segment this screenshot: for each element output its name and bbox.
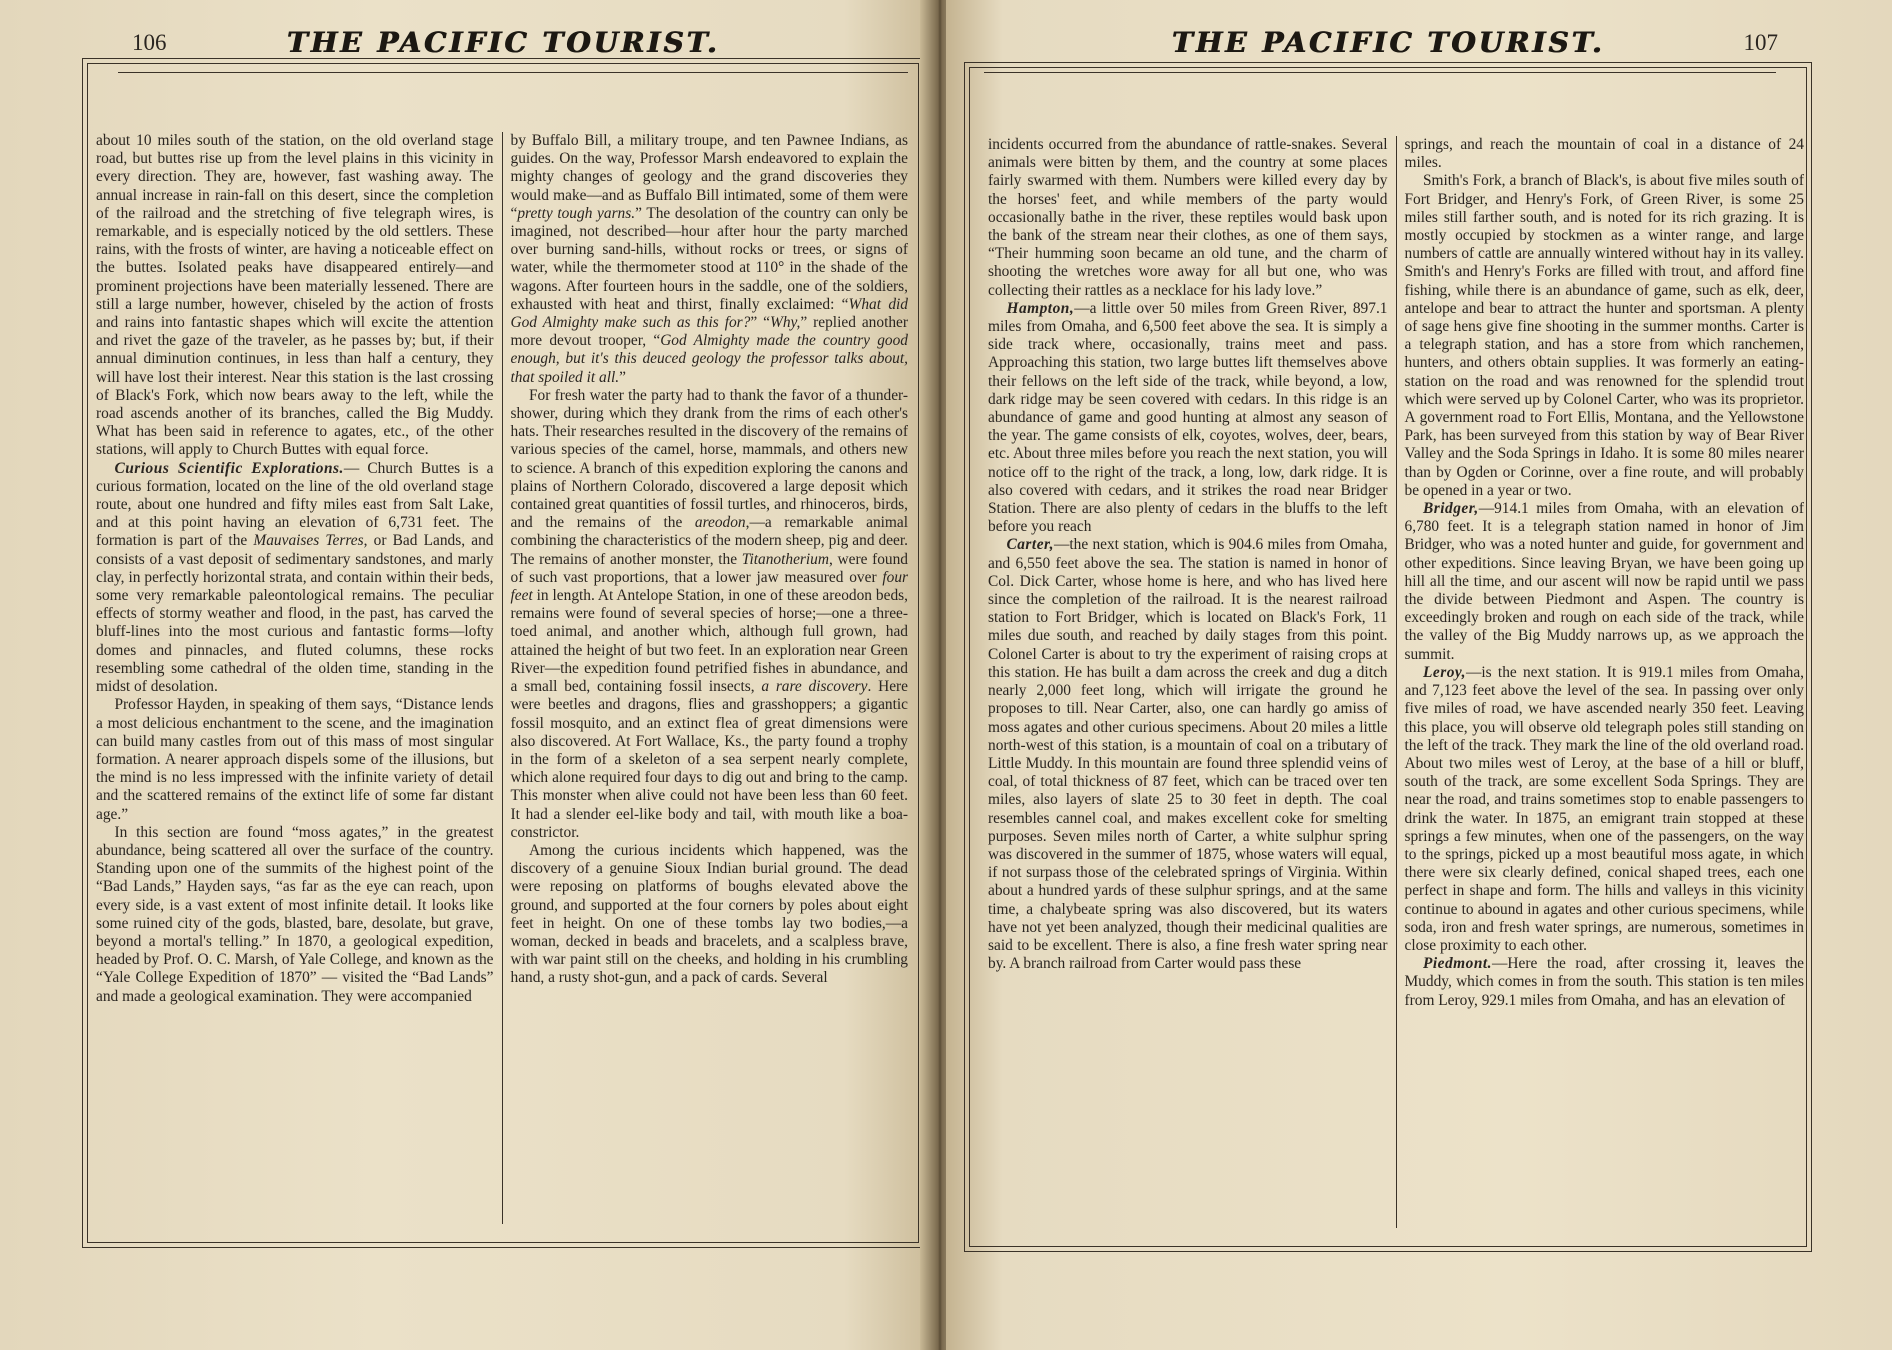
- text-column-left: [980, 136, 1396, 1228]
- paragraph: For fresh water the party had to thank the favor of a thunder-shower, during which they drank from the rims of each other's hats. Their researches resulted in the discovery of the remains of various species of the camel, horse, mammals, and others new to science. A branch of this expedition exploring the canons and plains of Northern Colorado, discovered a large deposit which contained great quantities of fossil turtles, and rhinoceros, birds, and the remains of the areodon,—a remarkable animal combining the characteristics of the modern sheep, pig and deer. The remains of another monster, the Titanotherium, were found of such vast proportions, that a lower jaw measured over four feet in length. At Antelope Station, in one of these areodon beds, remains were found of several species of horse;—one a three-toed animal, and another which, although full grown, had attained the height of but two feet. In an exploration near Green River—the expedition found petrified fishes in abundance, and a small bed, containing fossil insects, a rare discovery. Here were beetles and dragons, flies and grasshoppers; a gigantic fossil mosquito, and an extinct flea of great dimensions were also discovered. At Fort Wallace, Ks., the party found a trophy in the form of a skeleton of a sea serpent nearly complete, which alone required four days to dig out and bring to the camp. This monster when alive could not have been less than 60 feet. It had a slender eel-like body and tail, with mouth like a boa-constrictor.: [510, 386, 908, 841]
- page-header: [964, 8, 1812, 66]
- left-page: [0, 0, 938, 1350]
- station-heading: Bridger,: [1422, 500, 1479, 518]
- paragraph: In this section are found “moss agates,” in the greatest abundance, being scattered all over the surface of the country. Standing upon one of the summits of the highest point of the “Bad Lands,” Hayden says, “as far as the eye can reach, upon every side, is a vast extent of most infinite detail. It looks like some ruined city of the gods, blasted, bare, desolate, but grave, beyond a mortal's telling.” In 1870, a geological expedition, headed by Prof. O. C. Marsh, of Yale College, and known as the “Yale College Expedition of 1870” — visited the “Bad Lands” and made a geological examination. They were accompanied: [96, 823, 494, 1005]
- header-rule: [118, 72, 908, 73]
- paragraph: Bridger,—914.1 miles from Omaha, with an elevation of 6,780 feet. It is a telegraph station named in honor of Jim Bridger, who was a noted hunter and guide, for government and other expeditions. Since leaving Bryan, we have been going up hill all the time, and our ascent will now be rapid until we pass the divide between Piedmont and Aspen. The country is exceedingly broken and rough on each side of the track, while the valley of the Big Muddy narrows up, as we approach the summit.: [1404, 500, 1804, 663]
- text-columns: [980, 136, 1812, 1228]
- text-column-right: [1396, 136, 1813, 1228]
- paragraph: by Buffalo Bill, a military troupe, and ten Pawnee Indians, as guides. On the way, Professor Marsh endeavored to explain the mighty changes of geology and the grand discoveries they would make—and as Buffalo Bill intimated, some of them were “pretty tough yarns.” The desolation of the country can only be imagined, not described—hour after hour the party marched over burning sand-hills, without rocks or trees, or signs of water, while the thermometer stood at 110° in the shade of the wagons. After fourteen hours in the saddle, one of the soldiers, exhausted with heat and thirst, finally exclaimed: “What did God Almighty make such as this for?” “Why,” replied another more devout trooper, “God Almighty made the country good enough, but it's this deuced geology the professor talks about, that spoiled it all.”: [510, 132, 909, 386]
- section-heading: Curious Scientific Explorations.: [114, 459, 344, 477]
- page-number: 107: [1743, 30, 1778, 55]
- station-heading: Carter,: [1006, 536, 1055, 554]
- paragraph: Carter,—the next station, which is 904.6 miles from Omaha, and 6,550 feet above the sea. The station is named in honor of Col. Dick Carter, whose home is here, and who has lived here since the completion of the railroad. It is the nearest railroad station to Fort Bridger, which is located on Black's Fork, 11 miles due south, and reached by daily stages from this point. Colonel Carter is about to try the experiment of raising crops at this station. He has built a dam across the creek and dug a ditch nearly 2,000 feet long, which will irrigate the ground he proposes to till. Near Carter, also, one can hardly go amiss of moss agates and other curious specimens. About 20 miles a little north-west of this station, is a mountain of coal on a tributary of Little Muddy. In this mountain are found three splendid veins of coal, of total thickness of 87 feet, which can be traced over ten miles, also layers of slate 25 to 30 feet in depth. The coal resembles cannel coal, and makes excellent coke for smelting purposes. Seven miles north of Carter, a white sulphur spring was discovered in the summer of 1875, whose waters will equal, if not surpass those of the celebrated springs of Virginia. Within about a hundred yards of these sulphur springs, and at the same time, a chalybeate spring was also discovered, but its waters have not yet been analyzed, though their medicinal qualities are said to be excellent. There is also, a fine fresh water spring near by. A branch railroad from Carter would pass these: [988, 536, 1388, 973]
- page-header: [82, 8, 924, 66]
- paragraph: about 10 miles south of the station, on the old overland stage road, but buttes rise up from the level plains in this vicinity in every direction. They are, however, fast washing away. The annual increase in rain-fall on this desert, since the completion of the railroad and the stretching of five telegraph wires, is remarkable, and is especially noticed by the old settlers. These rains, with the frosts of winter, are having a noticeable effect on the buttes. Isolated peaks have disappeared entirely—and prominent projections have been materially lessened. There are still a large number, however, chiseled by the action of frosts and rains into fantastic shapes which will excite the attention and rivet the gaze of the traveler, as he passes by; but, if their annual diminution continues, in less than half a century, they will have lost their interest. Near this station is the last crossing of Black's Fork, which now bears away to the left, while the road ascends another of its branches, called the Big Muddy. What has been said in reference to agates, etc., of the other stations, will apply to Church Buttes with equal force.: [96, 132, 494, 459]
- station-heading: Hampton,: [1006, 299, 1075, 317]
- page-number: 106: [132, 30, 167, 55]
- station-heading: Piedmont.: [1422, 955, 1493, 973]
- station-heading: Leroy,: [1422, 663, 1466, 681]
- paragraph: Professor Hayden, in speaking of them says, “Distance lends a most delicious enchantment to the scene, and the imagination can build many castles from out of this mass of most singular formation. A nearer approach dispels some of the illusions, but the mind is no less impressed with the infinite variety of detail and the scattered remains of the extinct life of some far distant age.”: [96, 696, 494, 823]
- paragraph: Among the curious incidents which happened, was the discovery of a genuine Sioux Indian burial ground. The dead were reposing on platforms of boughs elevated above the ground, and supported at the four corners by poles about eight feet in height. On one of these tombs lay two bodies,—a woman, decked in beads and bracelets, and a scalpless brave, with war paint still on the cheeks, and holding in his crumbling hand, a rusty shot-gun, and a pack of cards. Several: [510, 841, 908, 987]
- paragraph: Leroy,—is the next station. It is 919.1 miles from Omaha, and 7,123 feet above the level of the sea. In passing over only five miles of road, we have ascended nearly 350 feet. Leaving this place, you will observe old telegraph poles still standing on the left of the track. They mark the line of the old overland road. About two miles west of Leroy, at the base of a hill or bluff, south of the track, are some excellent Soda Springs. They are near the road, and trains sometimes stop to enable passengers to drink the water. In 1875, an emigrant train stopped at these springs a few minutes, when one of the passengers, on the way to the springs, picked up a most beautiful moss agate, in which there were six clearly defined, conical shaped trees, each one perfect in shape and form. The hills and valleys in this vicinity continue to abound in agates and other curious specimens, while soda, iron and fresh water springs, are numerous, sometimes in close proximity to each other.: [1404, 663, 1804, 954]
- paragraph: Curious Scientific Explorations.— Church Buttes is a curious formation, located on the line of the old overland stage route, about one hundred and fifty miles east from Salt Lake, and at this point having an elevation of 6,731 feet. The formation is part of the Mauvaises Terres, or Bad Lands, and consists of a vast deposit of sedimentary sandstones, and marly clay, in perfectly horizontal strata, and contain within their beds, some very remarkable paleontological remains. The peculiar effects of stormy weather and flood, in the past, has carved the bluff-lines into the most curious and fantastic forms—lofty domes and pinnacles, and fluted columns, these rocks resembling some cathedral of the olden time, standing in the midst of desolation.: [96, 459, 494, 696]
- paragraph: springs, and reach the mountain of coal in a distance of 24 miles.: [1404, 136, 1804, 172]
- paragraph: Hampton,—a little over 50 miles from Green River, 897.1 miles from Omaha, and 6,500 feet above the sea. It is simply a side track where, occasionally, trains meet and pass. Approaching this station, two large buttes lift themselves above their fellows on the left side of the track, while beyond, a low, dark ridge may be seen covered with cedars. In this ridge is an abundance of game and good hunting at almost any season of the year. The game consists of elk, coyotes, wolves, deer, bears, etc. About three miles before you reach the next station, you will notice off to the right of the track, a long, low, dark ridge. It is also covered with cedars, and it strikes the road near Bridger Station. There are also plenty of cedars in the bluffs to the left before you reach: [988, 299, 1388, 536]
- right-page: [946, 0, 1892, 1350]
- running-title: THE PACIFIC TOURIST.: [1171, 26, 1605, 59]
- text-column-right: [502, 132, 917, 1224]
- text-columns: [88, 132, 916, 1224]
- paragraph: Smith's Fork, a branch of Black's, is about five miles south of Fort Bridger, and Henry's Fork, of Green River, is some 25 miles still farther south, and is noted for its rich grazing. It is mostly occupied by stockmen as a winter range, and large numbers of cattle are annually wintered without hay in its valley. Smith's and Henry's Forks are filled with trout, and afford fine fishing, while there is an abundance of game, such as elk, deer, antelope and bear to attract the hunter and sportsman. A plenty of sage hens give fine shooting in the summer months. Carter is a telegraph station, and has a store from which ranchemen, hunters, and others obtain supplies. It was formerly an eating-station on the road and was renowned for the splendid trout which were served up by Colonel Carter, who was its proprietor. A government road to Fort Ellis, Montana, and the Yellowstone Park, has been surveyed from this station by way of Bear River Valley and the Soda Springs in Idaho. It is some 80 miles nearer than by Ogden or Corinne, over a fine route, and will probably be opened in a year or two.: [1404, 172, 1804, 499]
- paragraph: incidents occurred from the abundance of rattle-snakes. Several animals were bitten by them, and the country at some places fairly swarmed with them. Numbers were killed every day by the horses' feet, and while members of the party would occasionally bathe in the river, these reptiles would bask upon the bank of the stream near their clothes, as one of them says, “Their humming soon became an old tune, and the charm of shooting the wretches wore away for all but one, who was collecting their rattles as a necklace for his lady love.”: [988, 136, 1388, 299]
- running-title: THE PACIFIC TOURIST.: [286, 26, 720, 59]
- paragraph: Piedmont.—Here the road, after crossing it, leaves the Muddy, which comes in from the south. This station is ten miles from Leroy, 929.1 miles from Omaha, and has an elevation of: [1404, 955, 1804, 1009]
- header-rule: [984, 72, 1776, 73]
- text-column-left: [88, 132, 502, 1224]
